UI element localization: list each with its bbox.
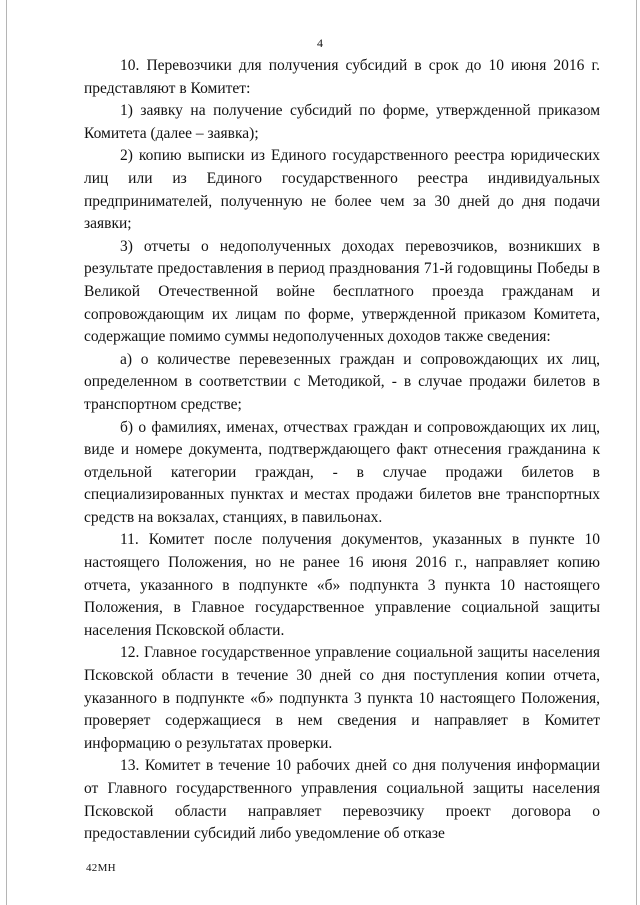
subparagraph-1: 1) заявку на получение субсидий по форме, утвержденной приказом Комитета (далее – заявка); <box>84 102 600 142</box>
subparagraph-3: 3) отчеты о недополученных доходах перевозчиков, возникших в результате предоставления в период празднования 71-й годовщины Победы в Великой Отечественной войне бесплатного проезда гражданам и сопровождающим их лицам по форме, утвержденной приказом Комитета, содержащие помимо суммы недополученных доходов также сведения: <box>84 237 600 346</box>
scan-edge-left <box>6 0 7 905</box>
paragraph-13: 13. Комитет в течение 10 рабочих дней со дня получения информации от Главного государственного управления социальной защиты населения Псковской области направляет перевозчику проект договора о предоставлении субсидий либо уведомление об отказе <box>84 757 600 843</box>
scan-edge-right <box>636 0 637 905</box>
document-body <box>84 55 600 846</box>
paragraph-12: 12. Главное государственное управление социальной защиты населения Псковской области в течение 30 дней со дня поступления копии отчета, указанного в подпункте «б» подпункта 3 пункта 10 настоящего Положения, проверяет содержащиеся в нем сведения и направляет в Комитет информацию о результатах проверки. <box>84 644 600 752</box>
subparagraph-2: 2) копию выписки из Единого государственного реестра юридических лиц или из Единого государственного реестра индивидуальных предпринимателей, полученную не более чем за 30 дней до дня подачи заявки; <box>84 147 600 233</box>
paragraph-11: 11. Комитет после получения документов, указанных в пункте 10 настоящего Положения, но не ранее 16 июня 2016 г., направляет копию отчета, указанного в подпункте «б» подпункта 3 пункта 10 настоящего Положения, в Главное государственное управление социальной защиты населения Псковской области. <box>84 531 600 639</box>
footer-document-code: 42МН <box>86 862 116 874</box>
subparagraph-3a: а) о количестве перевезенных граждан и сопровождающих их лиц, определенном в соответствии с Методикой, - в случае продажи билетов в транспортном средстве; <box>84 350 600 413</box>
paragraph-10: 10. Перевозчики для получения субсидий в срок до 10 июня 2016 г. представляют в Комитет: <box>84 57 600 97</box>
page-number: 4 <box>317 36 323 50</box>
subparagraph-3b: б) о фамилиях, именах, отчествах граждан и сопровождающих их лиц, виде и номере документа, подтверждающего факт отнесения гражданина к отдельной категории граждан, - в случае продажи билетов в специализированных пунктах и местах продажи билетов вне транспортных средств на вокзалах, станциях, в павильонах. <box>84 418 600 526</box>
